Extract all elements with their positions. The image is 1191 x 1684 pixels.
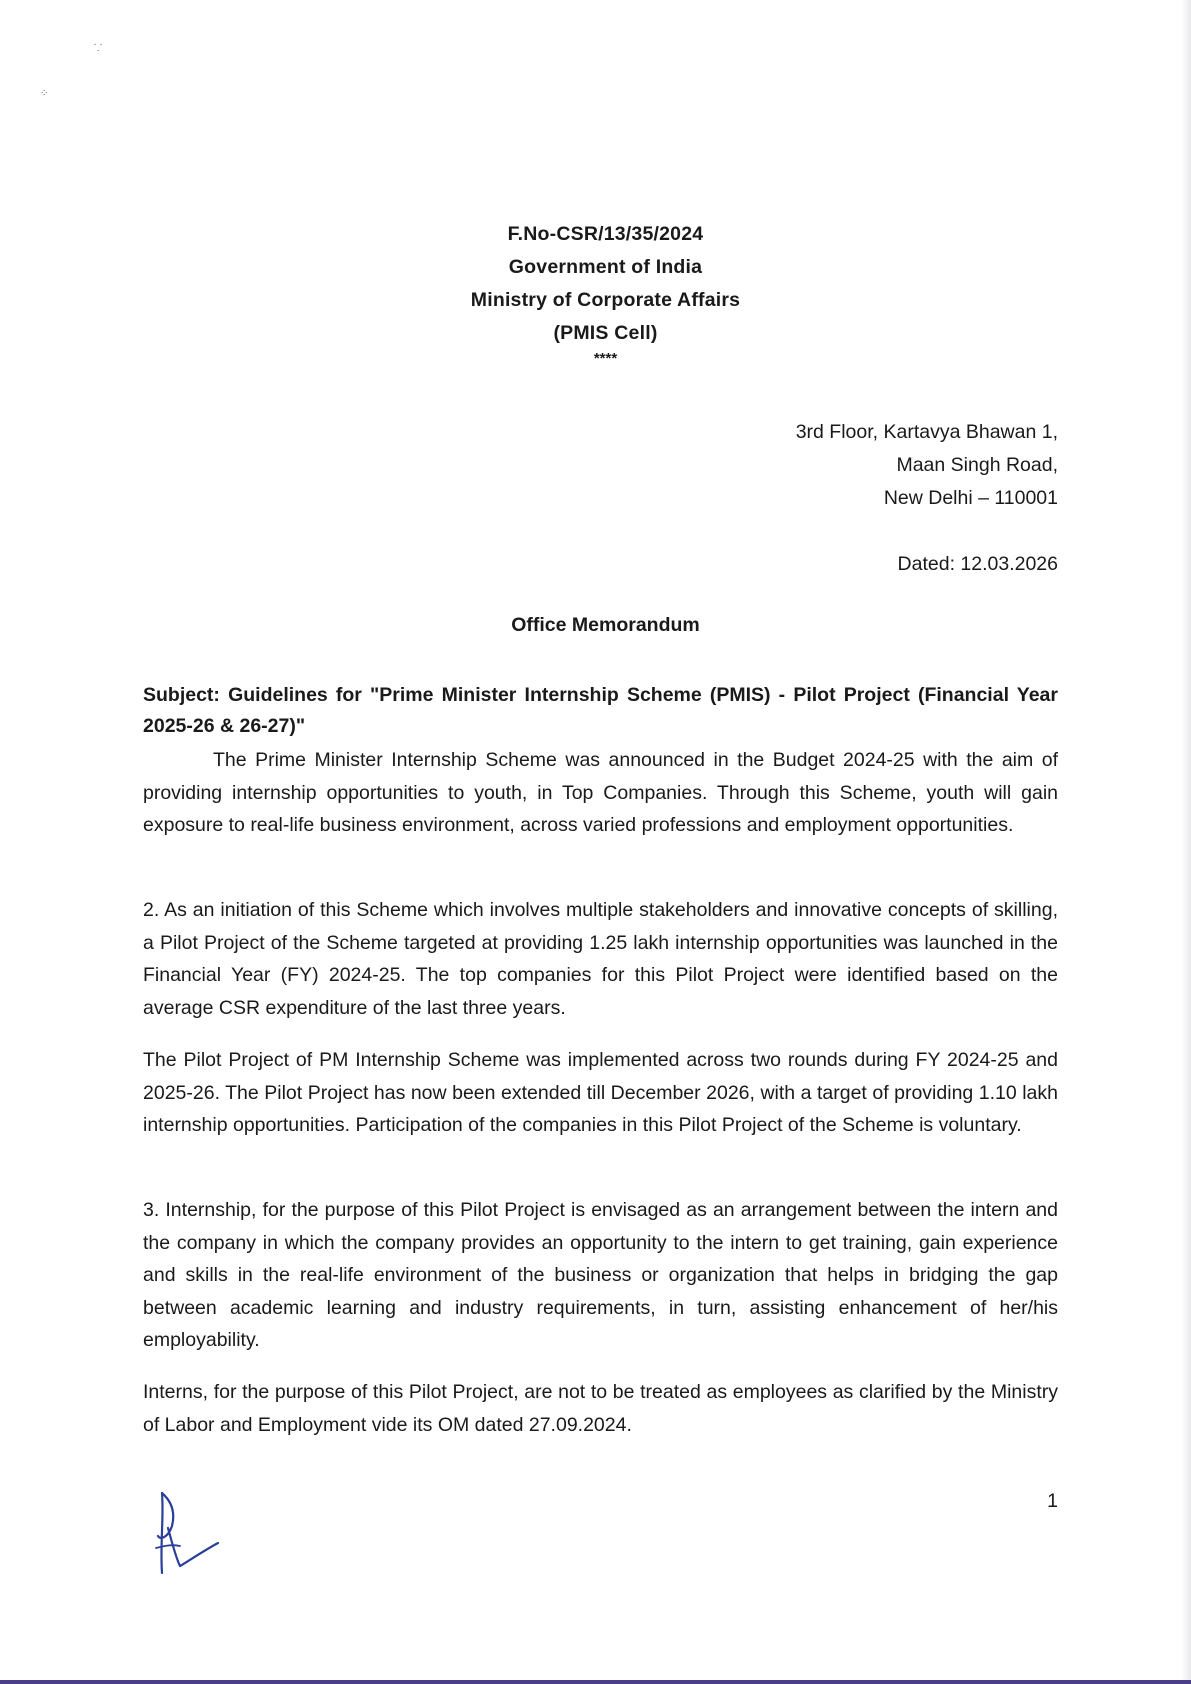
page-bottom-border [0, 1680, 1191, 1684]
address-line-2: Maan Singh Road, [896, 454, 1058, 476]
address-line-1: 3rd Floor, Kartavya Bhawan 1, [795, 421, 1058, 443]
signature-icon [150, 1488, 230, 1578]
ministry-name: Ministry of Corporate Affairs [470, 289, 741, 311]
paragraph-2-continued: The Pilot Project of PM Internship Scheme was implemented across two rounds during FY 2024-25 and 2025-26. The Pilot Project has now been extended till December 2026, with a target of providing 1.10 lakh internship opportunities. Participation of the companies in this Pilot Project of the Scheme is voluntary. [143, 1049, 1058, 1136]
address-line-3: New Delhi – 110001 [883, 487, 1058, 509]
date-line: Dated: 12.03.2026 [897, 553, 1058, 575]
handwritten-signature [150, 1488, 230, 1583]
scan-speck: ⁘ [40, 88, 49, 99]
paragraph-3: 3. Internship, for the purpose of this Pilot Project is envisaged as an arrangement between the intern and the company in which the company provides an opportunity to the intern to get training, gain experience and skills in the real-life environment of the business or organization that helps in bridging the gap between academic learning and industry requirements, in turn, assisting enhancement of her/his employability. [143, 1199, 1058, 1351]
subject-line: Subject: Guidelines for "Prime Minister Internship Scheme (PMIS) - Pilot Project (Financial Year 2025-26 & 26-27)" [143, 684, 1058, 737]
page-edge-shadow [1181, 0, 1191, 1684]
scan-speck: ⸪ [94, 43, 103, 54]
memo-title: Office Memorandum [511, 614, 700, 636]
header-separator: **** [593, 350, 618, 367]
office-address [796, 416, 1058, 515]
paragraph-3-continued: Interns, for the purpose of this Pilot Project, are not to be treated as employees as clarified by the Ministry of Labor and Employment vide its OM dated 27.09.2024. [143, 1381, 1058, 1436]
page-number: 1 [1047, 1490, 1058, 1512]
file-number: F.No-CSR/13/35/2024 [507, 223, 704, 245]
government-name: Government of India [508, 256, 703, 278]
letter-header [10, 218, 1191, 368]
cell-name: (PMIS Cell) [553, 322, 658, 344]
paragraph-intro: The Prime Minister Internship Scheme was announced in the Budget 2024-25 with the aim of providing internship opportunities to youth, in Top Companies. Through this Scheme, youth will gain exposure to real-life business environment, across varied professions and employment opportunities. [143, 749, 1058, 836]
paragraph-2: 2. As an initiation of this Scheme which involves multiple stakeholders and innovative concepts of skilling, a Pilot Project of the Scheme targeted at providing 1.25 lakh internship opportunities was launched in the Financial Year (FY) 2024-25. The top companies for this Pilot Project were identified based on the average CSR expenditure of the last three years. [143, 899, 1058, 1019]
